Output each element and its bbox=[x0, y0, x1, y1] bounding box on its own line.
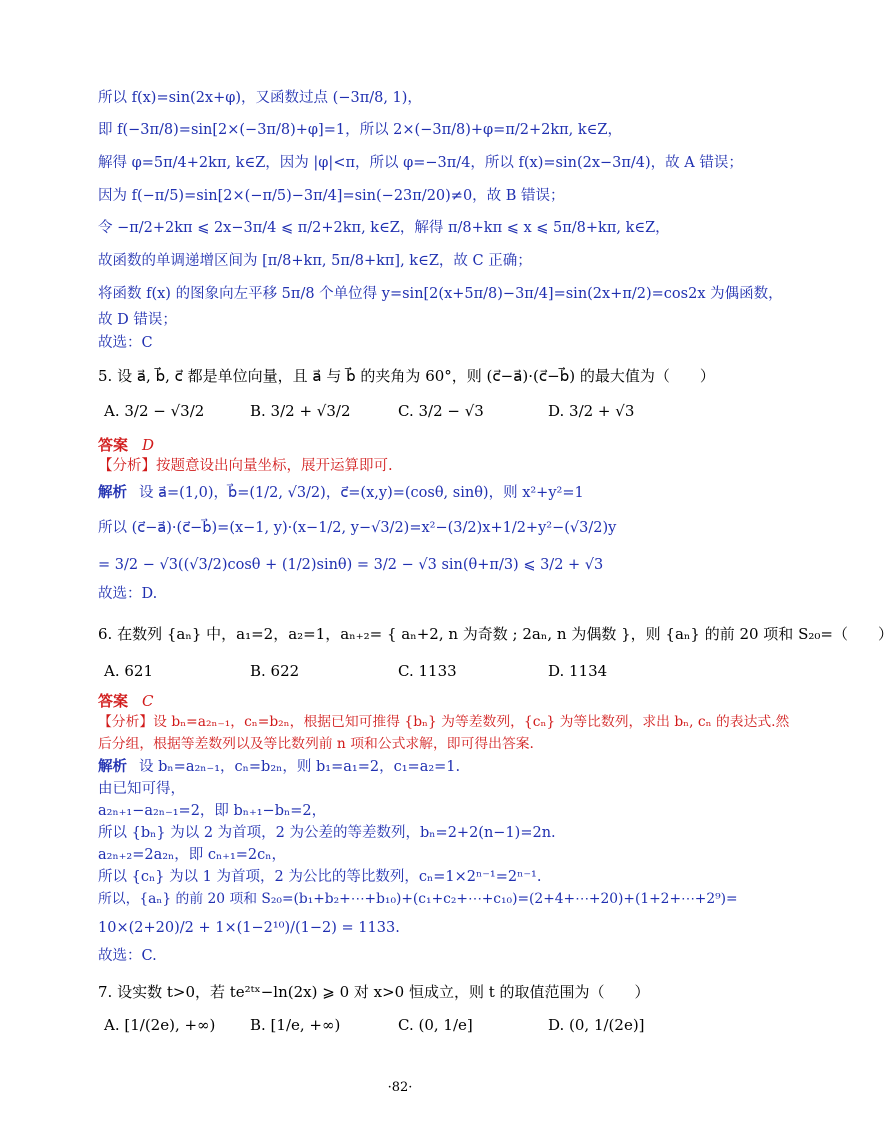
q6-option-a: A. 621 bbox=[104, 662, 153, 680]
q6-solution-line: 10×(2+20)/2 + 1×(1−2¹⁰)/(1−2) = 1133. bbox=[98, 920, 400, 936]
q6-solution-line: 所以 {cₙ} 为以 1 为首项，2 为公比的等比数列，cₙ=1×2ⁿ⁻¹=2ⁿ⁻¹. bbox=[98, 869, 542, 885]
q5-answer bbox=[98, 434, 154, 455]
q6-option-c: C. 1133 bbox=[398, 662, 457, 680]
q6-analysis-line: 后分组，根据等差数列以及等比数列前 n 项和公式求解，即可得出答案. bbox=[98, 736, 534, 752]
solution-line: 故选：C bbox=[98, 335, 153, 351]
solution-line: 即 f(−3π/8)=sin[2×(−3π/8)+φ]=1，所以 2×(−3π/8)+φ=π/2+2kπ, k∈Z， bbox=[98, 122, 622, 138]
q6-option-d: D. 1134 bbox=[548, 662, 608, 680]
q6-solution-line: 故选：C. bbox=[98, 948, 157, 964]
page-number: ·82· bbox=[387, 1080, 413, 1095]
q5-analysis: 【分析】按题意设出向量坐标，展开运算即可. bbox=[98, 458, 393, 474]
q5-option-b: B. 3/2 + √3/2 bbox=[250, 402, 351, 420]
jiexi-label: 解析 bbox=[98, 758, 127, 775]
answer-value: C bbox=[142, 692, 154, 710]
question-5-stem: 5. 设 a⃗, b⃗, c⃗ 都是单位向量，且 a⃗ 与 b⃗ 的夹角为 60°，则 (c⃗−a⃗)·(c⃗−b⃗) 的最大值为（ ） bbox=[98, 367, 715, 385]
q6-solution-line: a₂ₙ₊₂=2a₂ₙ，即 cₙ₊₁=2cₙ， bbox=[98, 847, 287, 863]
q6-solution-line: a₂ₙ₊₁−a₂ₙ₋₁=2，即 bₙ₊₁−bₙ=2， bbox=[98, 803, 327, 819]
q6-solution-line bbox=[98, 757, 460, 777]
q7-option-a: A. [1/(2e), +∞) bbox=[104, 1016, 216, 1034]
q6-solution-text: 设 bₙ=a₂ₙ₋₁，cₙ=b₂ₙ，则 b₁=a₁=2，c₁=a₂=1. bbox=[139, 759, 461, 775]
answer-value: D bbox=[142, 436, 155, 454]
q5-solution-text: 设 a⃗=(1,0)，b⃗=(1/2, √3/2)，c⃗=(x,y)=(cosθ, sinθ)，则 x²+y²=1 bbox=[139, 485, 584, 501]
q5-option-c: C. 3/2 − √3 bbox=[398, 402, 484, 420]
q5-option-a: A. 3/2 − √3/2 bbox=[104, 402, 205, 420]
q6-option-b: B. 622 bbox=[250, 662, 300, 680]
q7-option-b: B. [1/e, +∞) bbox=[250, 1016, 341, 1034]
answer-label: 答案 bbox=[98, 436, 129, 454]
q6-analysis-line: 【分析】设 bₙ=a₂ₙ₋₁，cₙ=b₂ₙ，根据已知可推得 {bₙ} 为等差数列，{cₙ} 为等比数列，求出 bₙ, cₙ 的表达式.然 bbox=[98, 714, 790, 730]
q5-solution-line: 所以 (c⃗−a⃗)·(c⃗−b⃗)=(x−1, y)·(x−1/2, y−√3/2)=x²−(3/2)x+1/2+y²−(√3/2)y bbox=[98, 520, 617, 536]
question-7-stem: 7. 设实数 t>0，若 te²ᵗˣ−ln(2x) ⩾ 0 对 x>0 恒成立，则 t 的取值范围为（ ） bbox=[98, 983, 650, 1001]
jiexi-label: 解析 bbox=[98, 484, 127, 501]
question-6-stem: 6. 在数列 {aₙ} 中，a₁=2，a₂=1，aₙ₊₂= { aₙ+2, n 为奇数 ; 2aₙ, n 为偶数 }，则 {aₙ} 的前 20 项和 S₂₀=（ ） bbox=[98, 625, 893, 643]
solution-line: 因为 f(−π/5)=sin[2×(−π/5)−3π/4]=sin(−23π/20)≠0，故 B 错误； bbox=[98, 188, 565, 204]
q7-option-c: C. (0, 1/e] bbox=[398, 1016, 473, 1034]
q5-solution-line bbox=[98, 483, 584, 503]
solution-line: 所以 f(x)=sin(2x+φ)，又函数过点 (−3π/8, 1)， bbox=[98, 90, 422, 106]
q6-solution-line: 由已知可得， bbox=[98, 781, 185, 797]
answer-label: 答案 bbox=[98, 692, 129, 710]
solution-line: 故函数的单调递增区间为 [π/8+kπ, 5π/8+kπ], k∈Z，故 C 正确； bbox=[98, 253, 532, 269]
q5-solution-line: = 3/2 − √3((√3/2)cosθ + (1/2)sinθ) = 3/2 − √3 sin(θ+π/3) ⩽ 3/2 + √3 bbox=[98, 557, 604, 573]
q6-solution-line: 所以，{aₙ} 的前 20 项和 S₂₀=(b₁+b₂+⋯+b₁₀)+(c₁+c₂+⋯+c₁₀)=(2+4+⋯+20)+(1+2+⋯+2⁹)= bbox=[98, 891, 738, 907]
solution-line: 解得 φ=5π/4+2kπ, k∈Z，因为 |φ|<π，所以 φ=−3π/4，所以 f(x)=sin(2x−3π/4)，故 A 错误； bbox=[98, 155, 743, 171]
q5-option-d: D. 3/2 + √3 bbox=[548, 402, 635, 420]
q7-option-d: D. (0, 1/(2e)] bbox=[548, 1016, 645, 1034]
q5-solution-line: 故选：D. bbox=[98, 586, 158, 602]
solution-line: 故 D 错误； bbox=[98, 312, 177, 328]
q6-answer bbox=[98, 690, 154, 711]
solution-line: 将函数 f(x) 的图象向左平移 5π/8 个单位得 y=sin[2(x+5π/8)−3π/4]=sin(2x+π/2)=cos2x 为偶函数， bbox=[98, 286, 783, 302]
solution-line: 令 −π/2+2kπ ⩽ 2x−3π/4 ⩽ π/2+2kπ, k∈Z，解得 π/8+kπ ⩽ x ⩽ 5π/8+kπ, k∈Z， bbox=[98, 220, 670, 236]
q6-solution-line: 所以 {bₙ} 为以 2 为首项，2 为公差的等差数列，bₙ=2+2(n−1)=2n. bbox=[98, 825, 556, 841]
